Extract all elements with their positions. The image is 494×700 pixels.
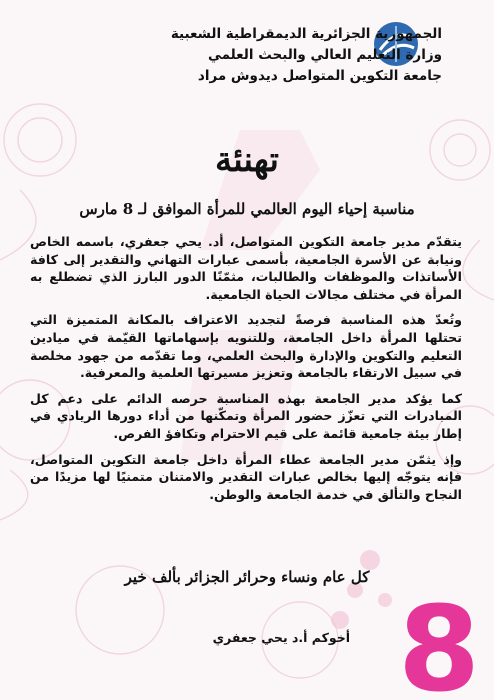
page-subtitle: مناسبة إحياء اليوم العالمي للمرأة الموافق لـ 8 مارس [79,200,415,218]
paragraph: كما يؤكد مدير الجامعة بهذه المناسبة حرصه الدائم على دعم كل المبادرات التي تعزّز حضور المرأة وتمكّنها من أداء دورها الريادي في إطار بيئة جامعية قائمة على قيم الاحترام وتكافؤ الفرص. [30,390,462,441]
paragraph: يتقدّم مدير جامعة التكوين المتواصل، أد. يحي جعفري، باسمه الخاص ونيابة عن الأسرة الجامعية، بأسمى عبارات التهاني والتقدير إلى كافة الأساتذات والموظفات والطالبات، مثمّنًا الدور البارز الذي تضطلع به المرأة في مختلف مجالات الحياة الجامعية. [30,234,462,302]
signature: أخوكم أ.د يحي جعفري [212,630,350,645]
page-title: تهنئة [215,140,279,180]
header-line-ministry: وزارة التعليم العالي والبحث العلمي [207,47,442,63]
number-eight: 8 [397,592,481,696]
paragraph: وإذ يثمّن مدير الجامعة عطاء المرأة داخل جامعة التكوين المتواصل، فإنه يتوجّه إليها بخالص عبارات التقدير والامتنان متمنيًا لها مزيدًا من النجاح والتألق في خدمة الجامعة والوطن. [30,451,462,502]
document-header [0,20,494,90]
header-line-university: جامعة التكوين المتواصل ديدوش مراد [197,68,442,84]
closing-greeting: كل عام ونساء وحرائر الجزائر بألف خير [124,568,370,586]
header-line-country: الجمهورية الجزائرية الديمقراطية الشعبية [170,26,442,42]
paragraph: وتُعدّ هذه المناسبة فرصةً لتجديد الاعتراف بالمكانة المتميزة التي تحتلها المرأة داخل الجامعة، وللتنويه بإسهاماتها القيّمة في ميادين التعليم والتكوين والإدارة والبحث العلمي، وما تقدّمه من جهود مخلصة في سبيل الارتقاء بالجامعة وتعزيز مسيرتها العلمية والمعرفية. [30,312,462,381]
number-eight-graphic [392,592,486,696]
message-body [30,233,462,511]
